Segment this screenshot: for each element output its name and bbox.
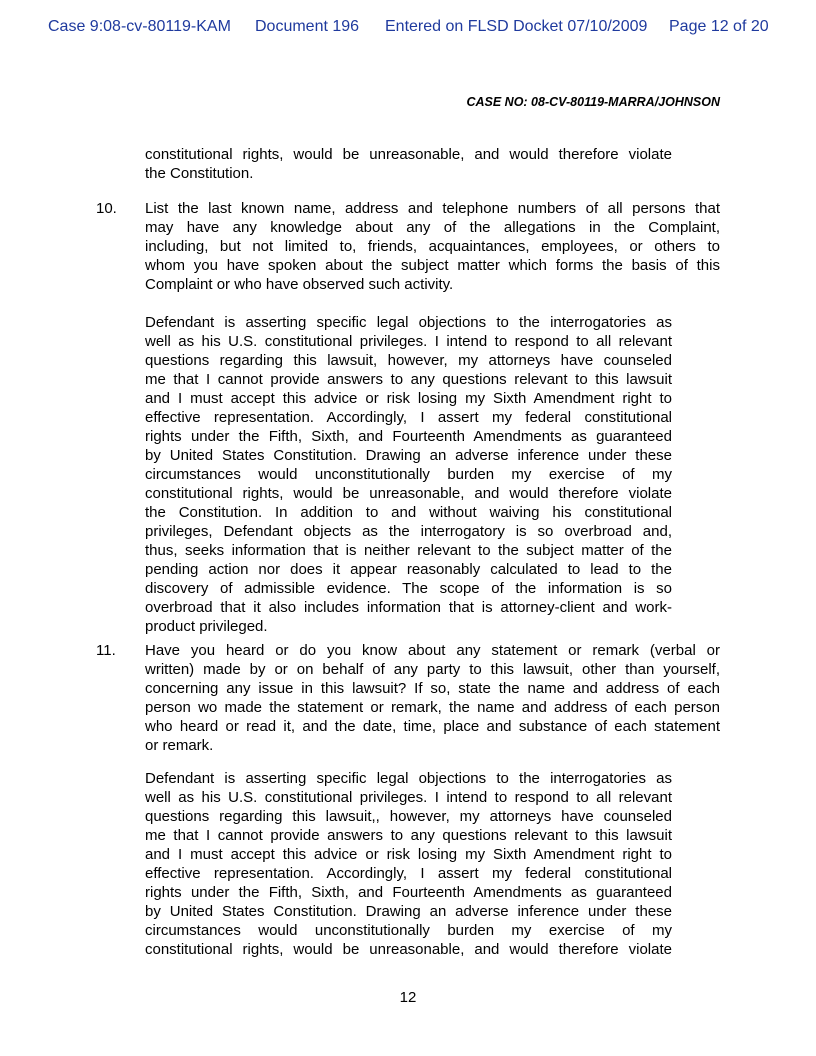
interrogatory-11-question: [145, 641, 720, 755]
text-line: questions regarding this lawsuit,, however, my attorneys have counseled: [145, 808, 672, 825]
text-line: thus, seeks information that is neither relevant to the subject matter of the: [145, 542, 672, 559]
text-line: by United States Constitution. Drawing an adverse inference under these: [145, 903, 672, 920]
text-line: and I must accept this advice or risk losing my Sixth Amendment right to: [145, 390, 672, 407]
case-number-heading: CASE NO: 08-CV-80119-MARRA/JOHNSON: [466, 95, 720, 109]
text-line: or remark.: [145, 737, 214, 754]
header-case-number: Case 9:08-cv-80119-KAM: [48, 18, 231, 35]
text-line: Defendant is asserting specific legal objections to the interrogatories as: [145, 314, 672, 331]
text-line: overbroad that it also includes information that is attorney-client and work-: [145, 599, 672, 616]
text-line: constitutional rights, would be unreasonable, and would therefore violate: [145, 941, 672, 958]
text-line: effective representation. Accordingly, I assert my federal constitutional: [145, 409, 672, 426]
text-line: Complaint or who have observed such activity.: [145, 276, 454, 293]
text-line: who heard or read it, and the date, time, place and substance of each statement: [145, 718, 720, 735]
text-line: questions regarding this lawsuit, however, my attorneys have counseled: [145, 352, 672, 369]
text-line: by United States Constitution. Drawing an adverse inference under these: [145, 447, 672, 464]
text-line: circumstances would unconstitutionally burden my exercise of my: [145, 466, 672, 483]
interrogatory-10-answer: [145, 313, 672, 636]
text-line: the Constitution.: [145, 165, 254, 182]
text-line: List the last known name, address and telephone numbers of all persons that: [145, 200, 720, 217]
continuation-paragraph: [145, 145, 672, 183]
text-line: rights under the Fifth, Sixth, and Fourteenth Amendments as guaranteed: [145, 428, 672, 445]
text-line: me that I cannot provide answers to any questions relevant to this lawsuit: [145, 371, 672, 388]
text-line: written) made by or on behalf of any party to this lawsuit, other than yourself,: [145, 661, 720, 678]
text-line: discovery of admissible evidence. The scope of the information is so: [145, 580, 672, 597]
text-line: Have you heard or do you know about any statement or remark (verbal or: [145, 642, 720, 659]
text-line: constitutional rights, would be unreasonable, and would therefore violate: [145, 485, 672, 502]
text-line: well as his U.S. constitutional privileges. I intend to respond to all relevant: [145, 789, 672, 806]
text-line: product privileged.: [145, 618, 268, 635]
text-line: me that I cannot provide answers to any questions relevant to this lawsuit: [145, 827, 672, 844]
text-line: privileges, Defendant objects as the interrogatory is so overbroad and,: [145, 523, 672, 540]
item-number: 11.: [96, 642, 116, 659]
text-line: the Constitution. In addition to and without waiving his constitutional: [145, 504, 672, 521]
text-line: circumstances would unconstitutionally burden my exercise of my: [145, 922, 672, 939]
text-line: well as his U.S. constitutional privileges. I intend to respond to all relevant: [145, 333, 672, 350]
text-line: concerning any issue in this lawsuit? If so, state the name and address of each: [145, 680, 720, 697]
header-document: Document 196: [255, 18, 360, 35]
text-line: Defendant is asserting specific legal objections to the interrogatories as: [145, 770, 672, 787]
item-number: 10.: [96, 200, 117, 217]
text-line: rights under the Fifth, Sixth, and Fourteenth Amendments as guaranteed: [145, 884, 672, 901]
text-line: person wo made the statement or remark, the name and address of each person: [145, 699, 720, 716]
text-line: effective representation. Accordingly, I assert my federal constitutional: [145, 865, 672, 882]
text-line: pending action nor does it appear reasonably calculated to lead to the: [145, 561, 672, 578]
page-number: 12: [399, 989, 417, 1006]
header-entered: Entered on FLSD Docket 07/10/2009: [385, 18, 648, 35]
header-page: Page 12 of 20: [669, 18, 769, 35]
text-line: whom you have spoken about the subject matter which forms the basis of this: [145, 257, 720, 274]
text-line: and I must accept this advice or risk losing my Sixth Amendment right to: [145, 846, 672, 863]
text-line: may have any knowledge about any of the allegations in the Complaint,: [145, 219, 720, 236]
interrogatory-10-question: [145, 199, 720, 294]
interrogatory-11-answer: [145, 769, 672, 959]
text-line: including, but not limited to, friends, acquaintances, employees, or others to: [145, 238, 720, 255]
text-line: constitutional rights, would be unreasonable, and would therefore violate: [145, 146, 672, 163]
